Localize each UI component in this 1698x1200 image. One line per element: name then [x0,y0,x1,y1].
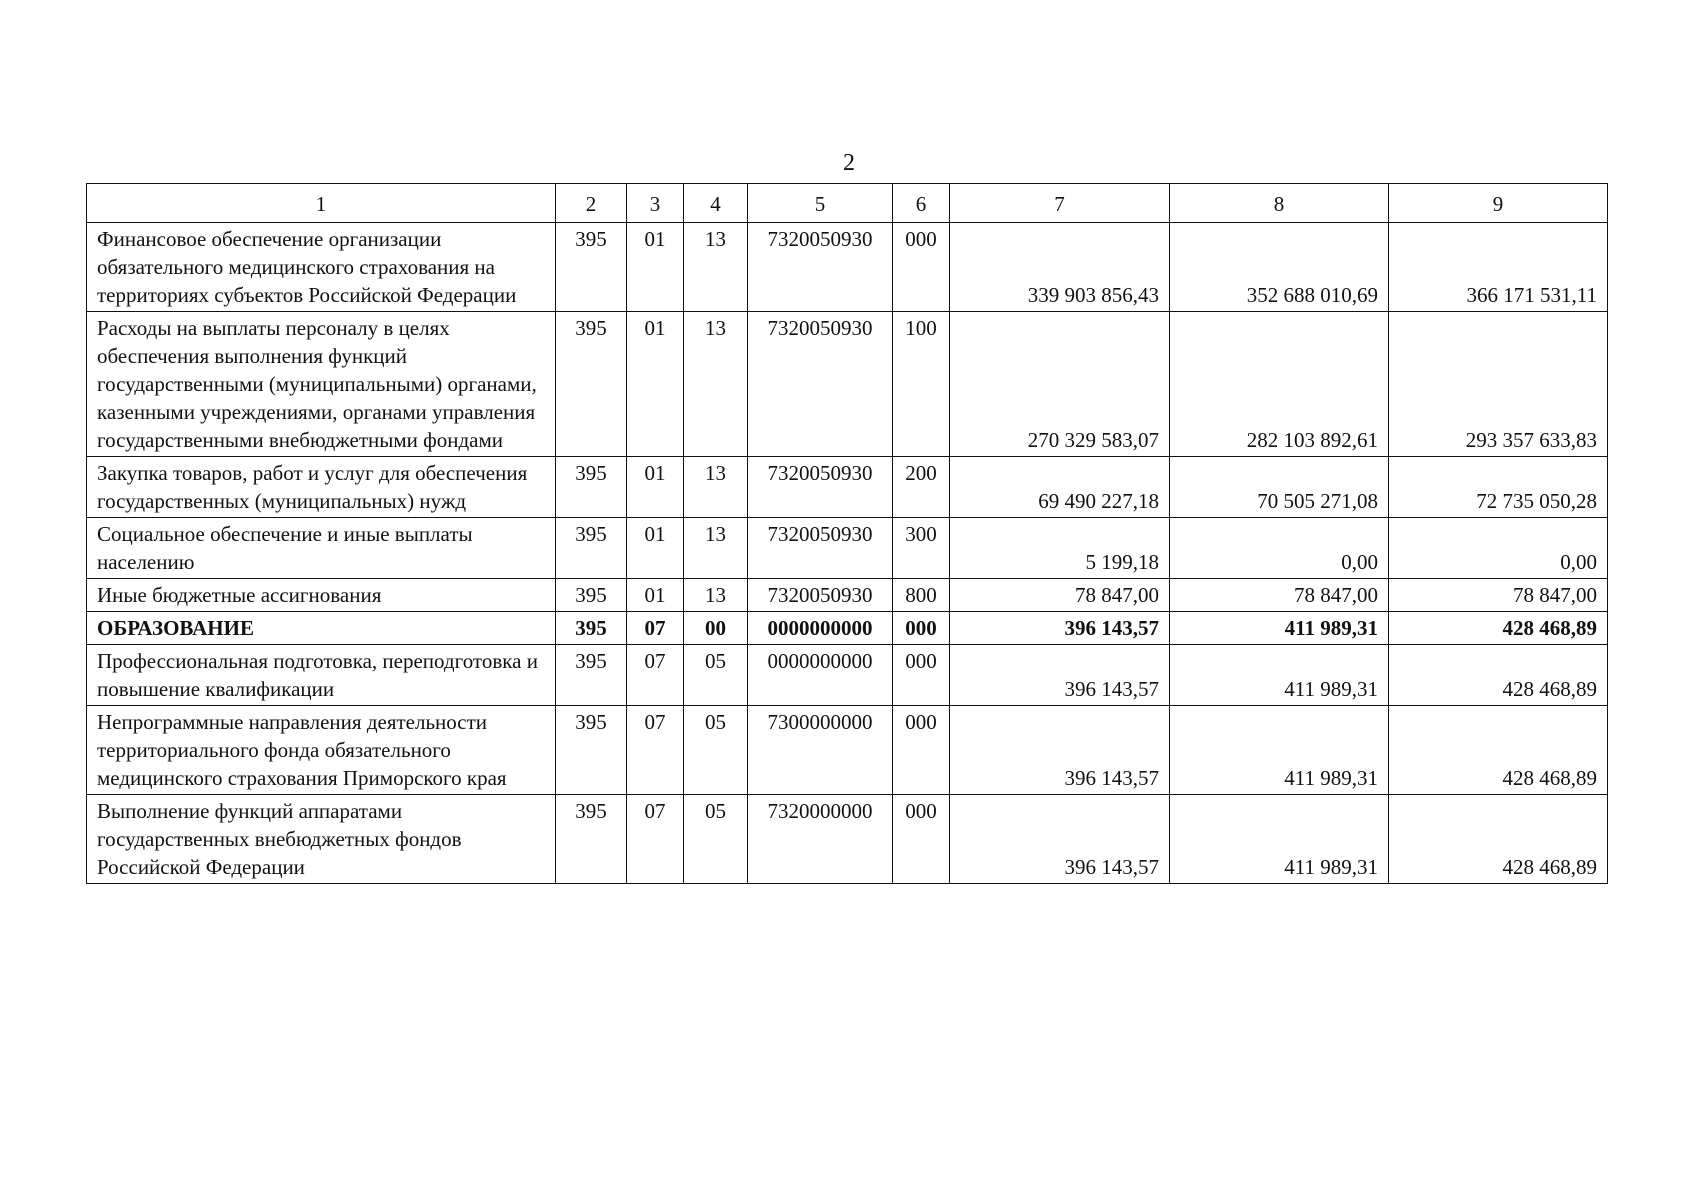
row-amount-7: 396 143,57 [950,706,1170,795]
row-code-6: 000 [893,645,950,706]
header-cell: 5 [748,184,893,223]
row-amount-9: 428 468,89 [1389,795,1608,884]
row-code-3: 01 [627,312,684,457]
row-amount-8: 0,00 [1170,518,1389,579]
row-name: Расходы на выплаты персоналу в целях обеспечения выполнения функций государственными (муниципальными) органами, казенными учреждениями, органами управления государственными внебюджетными фондами [87,312,556,457]
row-amount-7: 396 143,57 [950,645,1170,706]
row-code-4: 05 [684,645,748,706]
row-code-3: 01 [627,223,684,312]
row-code-5: 7320050930 [748,457,893,518]
row-code-6: 300 [893,518,950,579]
row-code-3: 07 [627,645,684,706]
row-name: Финансовое обеспечение организации обязательного медицинского страхования на территориях субъектов Российской Федерации [87,223,556,312]
row-code-3: 07 [627,706,684,795]
row-code-4: 13 [684,223,748,312]
row-code-2: 395 [556,612,627,645]
row-code-4: 05 [684,706,748,795]
row-amount-7: 396 143,57 [950,795,1170,884]
row-code-3: 01 [627,457,684,518]
row-amount-9: 366 171 531,11 [1389,223,1608,312]
row-code-6: 000 [893,795,950,884]
table-header-row [87,184,1608,223]
row-amount-8: 411 989,31 [1170,612,1389,645]
row-amount-9: 78 847,00 [1389,579,1608,612]
header-cell: 8 [1170,184,1389,223]
row-code-2: 395 [556,312,627,457]
row-code-4: 13 [684,579,748,612]
row-code-6: 000 [893,612,950,645]
row-amount-7: 270 329 583,07 [950,312,1170,457]
table-row [87,518,1608,579]
row-code-5: 7320050930 [748,579,893,612]
row-code-5: 0000000000 [748,612,893,645]
row-name: Непрограммные направления деятельности территориального фонда обязательного медицинского страхования Приморского края [87,706,556,795]
row-code-3: 07 [627,795,684,884]
table-row [87,645,1608,706]
row-amount-9: 72 735 050,28 [1389,457,1608,518]
row-code-5: 7320050930 [748,518,893,579]
row-name: ОБРАЗОВАНИЕ [87,612,556,645]
row-code-6: 100 [893,312,950,457]
row-code-5: 7300000000 [748,706,893,795]
row-code-3: 01 [627,579,684,612]
row-amount-8: 411 989,31 [1170,645,1389,706]
row-amount-9: 0,00 [1389,518,1608,579]
table-row [87,312,1608,457]
row-code-6: 000 [893,706,950,795]
row-name: Социальное обеспечение и иные выплаты населению [87,518,556,579]
header-cell: 4 [684,184,748,223]
header-cell: 9 [1389,184,1608,223]
page-number: 2 [843,150,855,176]
row-code-3: 07 [627,612,684,645]
row-code-2: 395 [556,223,627,312]
row-amount-8: 282 103 892,61 [1170,312,1389,457]
row-code-2: 395 [556,518,627,579]
row-code-6: 800 [893,579,950,612]
row-amount-9: 428 468,89 [1389,706,1608,795]
row-code-2: 395 [556,579,627,612]
row-code-6: 000 [893,223,950,312]
row-amount-7: 69 490 227,18 [950,457,1170,518]
row-amount-7: 5 199,18 [950,518,1170,579]
row-amount-8: 411 989,31 [1170,795,1389,884]
row-name: Выполнение функций аппаратами государственных внебюджетных фондов Российской Федерации [87,795,556,884]
row-code-3: 01 [627,518,684,579]
header-cell: 2 [556,184,627,223]
row-code-2: 395 [556,795,627,884]
row-code-5: 0000000000 [748,645,893,706]
table-row [87,706,1608,795]
table-row [87,223,1608,312]
row-amount-7: 339 903 856,43 [950,223,1170,312]
row-code-4: 13 [684,457,748,518]
row-code-2: 395 [556,457,627,518]
row-code-5: 7320000000 [748,795,893,884]
table-row-section [87,612,1608,645]
table-row [87,457,1608,518]
row-code-4: 00 [684,612,748,645]
row-name: Иные бюджетные ассигнования [87,579,556,612]
header-cell: 7 [950,184,1170,223]
row-amount-7: 396 143,57 [950,612,1170,645]
header-cell: 1 [87,184,556,223]
row-name: Профессиональная подготовка, переподготовка и повышение квалификации [87,645,556,706]
row-amount-8: 70 505 271,08 [1170,457,1389,518]
row-code-4: 13 [684,518,748,579]
row-amount-9: 428 468,89 [1389,612,1608,645]
row-name: Закупка товаров, работ и услуг для обеспечения государственных (муниципальных) нужд [87,457,556,518]
row-code-5: 7320050930 [748,223,893,312]
row-code-4: 05 [684,795,748,884]
header-cell: 6 [893,184,950,223]
table-row [87,795,1608,884]
row-amount-8: 411 989,31 [1170,706,1389,795]
row-code-2: 395 [556,645,627,706]
row-amount-8: 78 847,00 [1170,579,1389,612]
table-row [87,579,1608,612]
row-amount-9: 293 357 633,83 [1389,312,1608,457]
row-code-6: 200 [893,457,950,518]
row-amount-8: 352 688 010,69 [1170,223,1389,312]
row-amount-7: 78 847,00 [950,579,1170,612]
row-code-4: 13 [684,312,748,457]
row-code-5: 7320050930 [748,312,893,457]
row-amount-9: 428 468,89 [1389,645,1608,706]
budget-table [86,183,1608,884]
row-code-2: 395 [556,706,627,795]
header-cell: 3 [627,184,684,223]
